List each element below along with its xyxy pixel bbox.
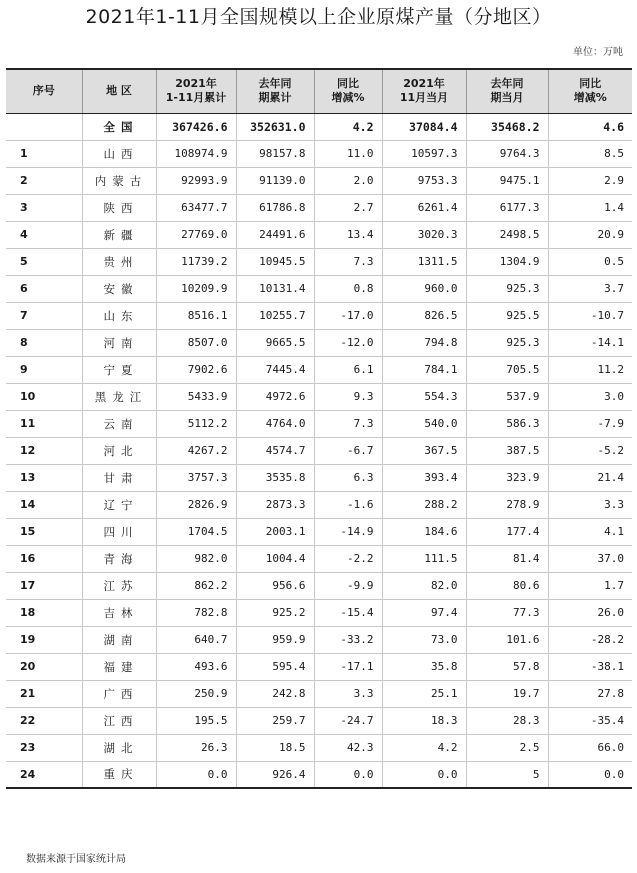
cell-col-nov-prev: 80.6 — [466, 572, 548, 599]
cell-col-nov-prev: 2.5 — [466, 734, 548, 761]
cell-col-nov-2021: 0.0 — [382, 761, 466, 788]
cell-col-region: 云南 — [82, 410, 156, 437]
cell-col-region: 全国 — [82, 113, 156, 140]
cell-col-ytd-2021: 8516.1 — [156, 302, 236, 329]
cell-col-ytd-2021: 11739.2 — [156, 248, 236, 275]
cell-col-nov-prev: 925.3 — [466, 329, 548, 356]
cell-col-nov-prev: 925.3 — [466, 275, 548, 302]
cell-col-ytd-yoy: -24.7 — [314, 707, 382, 734]
cell-col-nov-prev: 77.3 — [466, 599, 548, 626]
cell-col-ytd-yoy: 6.3 — [314, 464, 382, 491]
cell-col-ytd-2021: 3757.3 — [156, 464, 236, 491]
table-row — [6, 248, 632, 275]
header-col-nov-2021 — [382, 69, 466, 113]
cell-col-nov-2021: 1311.5 — [382, 248, 466, 275]
table-row-total — [6, 113, 632, 140]
cell-col-ytd-yoy: 6.1 — [314, 356, 382, 383]
cell-col-index: 21 — [6, 680, 82, 707]
cell-col-index: 14 — [6, 491, 82, 518]
table-row — [6, 194, 632, 221]
cell-col-nov-prev: 925.5 — [466, 302, 548, 329]
table-row — [6, 410, 632, 437]
table-row — [6, 680, 632, 707]
header-line-2: 增减% — [331, 91, 365, 105]
cell-col-ytd-yoy: 7.3 — [314, 410, 382, 437]
cell-col-ytd-yoy: -14.9 — [314, 518, 382, 545]
cell-col-nov-prev: 537.9 — [466, 383, 548, 410]
cell-col-nov-2021: 6261.4 — [382, 194, 466, 221]
cell-col-region: 河南 — [82, 329, 156, 356]
cell-col-ytd-2021: 982.0 — [156, 545, 236, 572]
cell-col-nov-yoy: 0.0 — [548, 761, 632, 788]
cell-col-nov-prev: 81.4 — [466, 545, 548, 572]
cell-col-nov-2021: 18.3 — [382, 707, 466, 734]
cell-col-nov-2021: 82.0 — [382, 572, 466, 599]
cell-col-nov-2021: 35.8 — [382, 653, 466, 680]
cell-col-nov-2021: 393.4 — [382, 464, 466, 491]
cell-col-ytd-2021: 493.6 — [156, 653, 236, 680]
header-line-2: 期累计 — [258, 91, 292, 105]
cell-col-ytd-2021: 10209.9 — [156, 275, 236, 302]
table-row — [6, 383, 632, 410]
cell-col-index — [6, 113, 82, 140]
cell-col-nov-2021: 4.2 — [382, 734, 466, 761]
cell-col-nov-2021: 784.1 — [382, 356, 466, 383]
cell-col-nov-2021: 794.8 — [382, 329, 466, 356]
cell-col-nov-2021: 3020.3 — [382, 221, 466, 248]
cell-col-ytd-2021: 862.2 — [156, 572, 236, 599]
cell-col-region: 宁夏 — [82, 356, 156, 383]
data-source-note: 数据来源于国家统计局 — [26, 854, 126, 865]
cell-col-nov-2021: 184.6 — [382, 518, 466, 545]
cell-col-nov-prev: 278.9 — [466, 491, 548, 518]
cell-col-ytd-prev: 18.5 — [236, 734, 314, 761]
cell-col-ytd-2021: 5433.9 — [156, 383, 236, 410]
cell-col-ytd-yoy: 0.8 — [314, 275, 382, 302]
table-row — [6, 329, 632, 356]
cell-col-nov-prev: 9475.1 — [466, 167, 548, 194]
cell-col-ytd-yoy: -12.0 — [314, 329, 382, 356]
page-title: 2021年1-11月全国规模以上企业原煤产量（分地区） — [85, 6, 552, 28]
cell-col-nov-2021: 367.5 — [382, 437, 466, 464]
cell-col-nov-prev: 28.3 — [466, 707, 548, 734]
cell-col-nov-yoy: 20.9 — [548, 221, 632, 248]
header-line-2: 1-11月累计 — [165, 91, 227, 105]
header-line-1: 2021年 — [403, 77, 445, 91]
cell-col-region: 青海 — [82, 545, 156, 572]
table-row — [6, 626, 632, 653]
cell-col-ytd-prev: 259.7 — [236, 707, 314, 734]
cell-col-nov-yoy: -38.1 — [548, 653, 632, 680]
cell-col-nov-yoy: 3.7 — [548, 275, 632, 302]
cell-col-region: 广西 — [82, 680, 156, 707]
cell-col-index: 22 — [6, 707, 82, 734]
cell-col-ytd-2021: 7902.6 — [156, 356, 236, 383]
header-line-2: 11月当月 — [399, 91, 449, 105]
cell-col-index: 8 — [6, 329, 82, 356]
cell-col-nov-yoy: -5.2 — [548, 437, 632, 464]
table-row — [6, 761, 632, 788]
cell-col-index: 2 — [6, 167, 82, 194]
cell-col-region: 吉林 — [82, 599, 156, 626]
cell-col-index: 23 — [6, 734, 82, 761]
cell-col-ytd-yoy: 13.4 — [314, 221, 382, 248]
cell-col-nov-prev: 705.5 — [466, 356, 548, 383]
cell-col-region: 山西 — [82, 140, 156, 167]
cell-col-ytd-prev: 9665.5 — [236, 329, 314, 356]
header-line-1: 去年同 — [490, 77, 524, 91]
cell-col-nov-yoy: 37.0 — [548, 545, 632, 572]
table-row — [6, 572, 632, 599]
cell-col-nov-yoy: 4.1 — [548, 518, 632, 545]
table-row — [6, 356, 632, 383]
table-row — [6, 518, 632, 545]
cell-col-ytd-yoy: 11.0 — [314, 140, 382, 167]
cell-col-ytd-prev: 4764.0 — [236, 410, 314, 437]
cell-col-ytd-prev: 10255.7 — [236, 302, 314, 329]
cell-col-nov-2021: 288.2 — [382, 491, 466, 518]
cell-col-index: 6 — [6, 275, 82, 302]
header-col-nov-prev — [466, 69, 548, 113]
header-line-2: 期当月 — [490, 91, 524, 105]
cell-col-nov-prev: 19.7 — [466, 680, 548, 707]
cell-col-nov-yoy: 11.2 — [548, 356, 632, 383]
table-row — [6, 491, 632, 518]
table-body — [6, 113, 632, 788]
cell-col-nov-prev: 177.4 — [466, 518, 548, 545]
cell-col-nov-yoy: -10.7 — [548, 302, 632, 329]
cell-col-index: 7 — [6, 302, 82, 329]
cell-col-ytd-2021: 4267.2 — [156, 437, 236, 464]
cell-col-nov-yoy: 3.0 — [548, 383, 632, 410]
header-line-1: 去年同 — [258, 77, 292, 91]
cell-col-ytd-2021: 250.9 — [156, 680, 236, 707]
cell-col-ytd-prev: 1004.4 — [236, 545, 314, 572]
table-row — [6, 140, 632, 167]
cell-col-ytd-yoy: 0.0 — [314, 761, 382, 788]
cell-col-ytd-prev: 926.4 — [236, 761, 314, 788]
cell-col-ytd-prev: 925.2 — [236, 599, 314, 626]
cell-col-ytd-2021: 640.7 — [156, 626, 236, 653]
cell-col-ytd-prev: 2003.1 — [236, 518, 314, 545]
cell-col-ytd-yoy: -1.6 — [314, 491, 382, 518]
cell-col-ytd-prev: 4972.6 — [236, 383, 314, 410]
cell-col-ytd-2021: 5112.2 — [156, 410, 236, 437]
cell-col-nov-prev: 9764.3 — [466, 140, 548, 167]
cell-col-nov-yoy: 0.5 — [548, 248, 632, 275]
table-row — [6, 599, 632, 626]
cell-col-ytd-yoy: 3.3 — [314, 680, 382, 707]
header-line-1: 同比 — [579, 77, 602, 91]
header-line-1: 2021年 — [175, 77, 217, 91]
cell-col-ytd-2021: 2826.9 — [156, 491, 236, 518]
cell-col-ytd-prev: 956.6 — [236, 572, 314, 599]
unit-label: 单位：万吨 — [573, 47, 623, 58]
cell-col-nov-prev: 5 — [466, 761, 548, 788]
cell-col-nov-2021: 37084.4 — [382, 113, 466, 140]
cell-col-ytd-2021: 367426.6 — [156, 113, 236, 140]
cell-col-region: 湖南 — [82, 626, 156, 653]
cell-col-ytd-prev: 352631.0 — [236, 113, 314, 140]
cell-col-region: 安徽 — [82, 275, 156, 302]
header-line-1: 同比 — [337, 77, 359, 91]
cell-col-ytd-2021: 195.5 — [156, 707, 236, 734]
cell-col-nov-prev: 1304.9 — [466, 248, 548, 275]
cell-col-ytd-yoy: 42.3 — [314, 734, 382, 761]
cell-col-nov-prev: 323.9 — [466, 464, 548, 491]
cell-col-index: 9 — [6, 356, 82, 383]
cell-col-region: 江苏 — [82, 572, 156, 599]
cell-col-nov-2021: 9753.3 — [382, 167, 466, 194]
cell-col-ytd-2021: 26.3 — [156, 734, 236, 761]
cell-col-index: 4 — [6, 221, 82, 248]
cell-col-index: 17 — [6, 572, 82, 599]
table-row — [6, 167, 632, 194]
cell-col-nov-yoy: 1.4 — [548, 194, 632, 221]
cell-col-nov-2021: 826.5 — [382, 302, 466, 329]
cell-col-nov-yoy: 2.9 — [548, 167, 632, 194]
cell-col-nov-prev: 2498.5 — [466, 221, 548, 248]
header-col-region — [82, 69, 156, 113]
cell-col-ytd-2021: 27769.0 — [156, 221, 236, 248]
cell-col-nov-yoy: -28.2 — [548, 626, 632, 653]
cell-col-ytd-yoy: -17.1 — [314, 653, 382, 680]
cell-col-nov-yoy: 26.0 — [548, 599, 632, 626]
cell-col-nov-yoy: 66.0 — [548, 734, 632, 761]
cell-col-nov-yoy: 4.6 — [548, 113, 632, 140]
cell-col-nov-2021: 73.0 — [382, 626, 466, 653]
cell-col-ytd-prev: 10945.5 — [236, 248, 314, 275]
header-line-2: 增减% — [573, 91, 607, 105]
cell-col-region: 山东 — [82, 302, 156, 329]
cell-col-nov-2021: 554.3 — [382, 383, 466, 410]
cell-col-ytd-yoy: 4.2 — [314, 113, 382, 140]
cell-col-index: 10 — [6, 383, 82, 410]
cell-col-ytd-prev: 959.9 — [236, 626, 314, 653]
cell-col-ytd-yoy: 9.3 — [314, 383, 382, 410]
header-line-1: 地 区 — [106, 84, 132, 98]
cell-col-region: 福建 — [82, 653, 156, 680]
cell-col-ytd-yoy: 2.7 — [314, 194, 382, 221]
cell-col-region: 陕西 — [82, 194, 156, 221]
table-row — [6, 302, 632, 329]
cell-col-ytd-yoy: -9.9 — [314, 572, 382, 599]
cell-col-nov-yoy: -35.4 — [548, 707, 632, 734]
cell-col-index: 15 — [6, 518, 82, 545]
header-col-ytd-yoy — [314, 69, 382, 113]
cell-col-nov-2021: 10597.3 — [382, 140, 466, 167]
cell-col-ytd-2021: 108974.9 — [156, 140, 236, 167]
header-col-nov-yoy — [548, 69, 632, 113]
table-row — [6, 221, 632, 248]
header-col-ytd-2021 — [156, 69, 236, 113]
cell-col-ytd-prev: 98157.8 — [236, 140, 314, 167]
cell-col-ytd-prev: 61786.8 — [236, 194, 314, 221]
cell-col-nov-2021: 111.5 — [382, 545, 466, 572]
cell-col-region: 重庆 — [82, 761, 156, 788]
header-col-index — [6, 69, 82, 113]
cell-col-region: 贵州 — [82, 248, 156, 275]
table-row — [6, 464, 632, 491]
cell-col-nov-yoy: -7.9 — [548, 410, 632, 437]
cell-col-nov-prev: 35468.2 — [466, 113, 548, 140]
cell-col-nov-2021: 540.0 — [382, 410, 466, 437]
cell-col-nov-prev: 586.3 — [466, 410, 548, 437]
cell-col-region: 四川 — [82, 518, 156, 545]
cell-col-ytd-yoy: 7.3 — [314, 248, 382, 275]
cell-col-ytd-prev: 24491.6 — [236, 221, 314, 248]
header-line-1: 序号 — [32, 84, 55, 98]
cell-col-region: 江西 — [82, 707, 156, 734]
cell-col-ytd-prev: 4574.7 — [236, 437, 314, 464]
cell-col-ytd-prev: 10131.4 — [236, 275, 314, 302]
cell-col-ytd-yoy: -33.2 — [314, 626, 382, 653]
cell-col-ytd-2021: 1704.5 — [156, 518, 236, 545]
cell-col-region: 湖北 — [82, 734, 156, 761]
cell-col-nov-yoy: 1.7 — [548, 572, 632, 599]
table-row — [6, 275, 632, 302]
cell-col-index: 13 — [6, 464, 82, 491]
cell-col-nov-2021: 97.4 — [382, 599, 466, 626]
cell-col-nov-yoy: 21.4 — [548, 464, 632, 491]
cell-col-nov-2021: 25.1 — [382, 680, 466, 707]
cell-col-index: 12 — [6, 437, 82, 464]
cell-col-ytd-2021: 92993.9 — [156, 167, 236, 194]
cell-col-ytd-yoy: -6.7 — [314, 437, 382, 464]
cell-col-nov-prev: 57.8 — [466, 653, 548, 680]
cell-col-region: 内蒙古 — [82, 167, 156, 194]
cell-col-region: 黑龙江 — [82, 383, 156, 410]
cell-col-region: 河北 — [82, 437, 156, 464]
cell-col-region: 新疆 — [82, 221, 156, 248]
table-row — [6, 437, 632, 464]
header-col-ytd-prev — [236, 69, 314, 113]
cell-col-ytd-prev: 91139.0 — [236, 167, 314, 194]
cell-col-nov-2021: 960.0 — [382, 275, 466, 302]
cell-col-region: 辽宁 — [82, 491, 156, 518]
cell-col-ytd-yoy: 2.0 — [314, 167, 382, 194]
cell-col-ytd-2021: 8507.0 — [156, 329, 236, 356]
cell-col-nov-prev: 387.5 — [466, 437, 548, 464]
table-row — [6, 653, 632, 680]
cell-col-index: 19 — [6, 626, 82, 653]
cell-col-nov-prev: 6177.3 — [466, 194, 548, 221]
table-header-row — [6, 69, 632, 113]
cell-col-ytd-prev: 242.8 — [236, 680, 314, 707]
cell-col-index: 11 — [6, 410, 82, 437]
cell-col-ytd-prev: 595.4 — [236, 653, 314, 680]
cell-col-ytd-2021: 63477.7 — [156, 194, 236, 221]
cell-col-nov-prev: 101.6 — [466, 626, 548, 653]
cell-col-index: 18 — [6, 599, 82, 626]
cell-col-ytd-prev: 3535.8 — [236, 464, 314, 491]
table-row — [6, 734, 632, 761]
cell-col-ytd-yoy: -17.0 — [314, 302, 382, 329]
cell-col-index: 3 — [6, 194, 82, 221]
cell-col-index: 1 — [6, 140, 82, 167]
cell-col-ytd-2021: 0.0 — [156, 761, 236, 788]
cell-col-nov-yoy: 8.5 — [548, 140, 632, 167]
coal-production-table — [6, 68, 632, 789]
cell-col-nov-yoy: 27.8 — [548, 680, 632, 707]
cell-col-index: 24 — [6, 761, 82, 788]
cell-col-nov-yoy: -14.1 — [548, 329, 632, 356]
cell-col-region: 甘肃 — [82, 464, 156, 491]
cell-col-ytd-yoy: -2.2 — [314, 545, 382, 572]
cell-col-ytd-yoy: -15.4 — [314, 599, 382, 626]
cell-col-ytd-2021: 782.8 — [156, 599, 236, 626]
cell-col-index: 20 — [6, 653, 82, 680]
cell-col-ytd-prev: 7445.4 — [236, 356, 314, 383]
cell-col-nov-yoy: 3.3 — [548, 491, 632, 518]
table-row — [6, 707, 632, 734]
cell-col-ytd-prev: 2873.3 — [236, 491, 314, 518]
table-row — [6, 545, 632, 572]
cell-col-index: 5 — [6, 248, 82, 275]
cell-col-index: 16 — [6, 545, 82, 572]
